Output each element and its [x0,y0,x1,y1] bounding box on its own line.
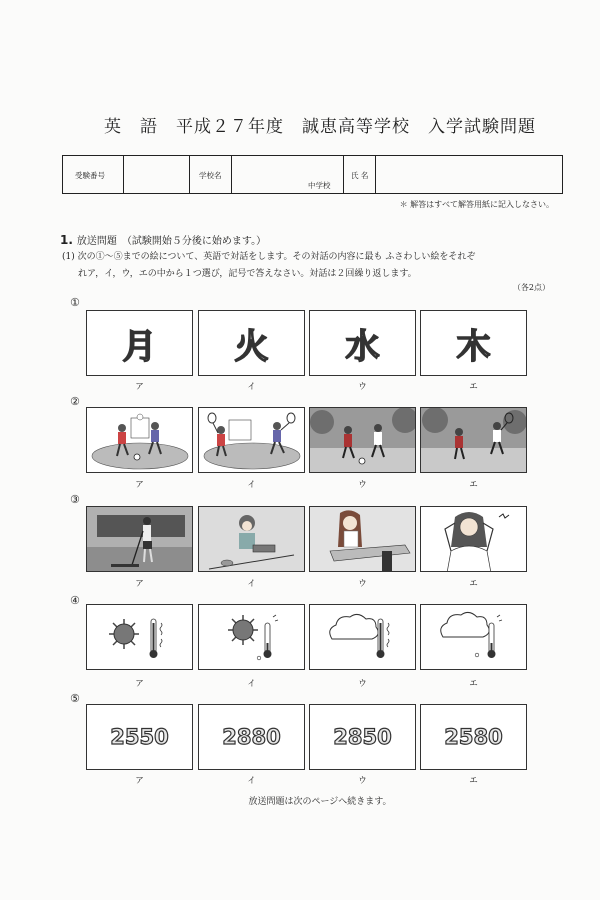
picture-1-a [86,310,193,376]
choice-u: ウ [358,480,367,490]
school-suffix: 中学校 [308,181,331,190]
sun-and-thermometer-icon [86,604,193,670]
kanji-tree: 木 [456,326,491,367]
picture-5-u [309,704,416,770]
choice-e: エ [469,382,478,392]
instruction-line-2: れア，イ，ウ，エの中から１つ選び，記号で答えなさい。対話は２回繰り返します。 [78,269,417,279]
exam-title: 英 語 平成２７年度 誠恵高等学校 入学試験問題 [104,117,536,137]
choice-u: ウ [358,579,367,589]
item-marker-5: ⑤ [70,692,80,705]
question-heading [60,232,266,247]
kanji-moon: 月 [122,326,157,367]
number-2550: 2550 [110,725,169,749]
sun-and-cold-thermometer-icon [198,604,305,670]
cloud-and-thermometer-icon [309,604,416,670]
school-label: 学校名 [199,171,222,180]
choice-a: ア [135,679,144,689]
picture-5-e [420,704,527,770]
student-info-table [62,155,563,194]
girl-cooking-icon [198,506,305,572]
choice-i: イ [247,776,256,786]
name-field[interactable] [375,156,561,193]
choice-i: イ [247,679,256,689]
school-field[interactable] [231,156,343,193]
number-2580: 2580 [444,725,503,749]
question-heading-text: 放送問題 （試験開始５分後に始めます。） [76,236,267,247]
exam-number-label: 受験番号 [75,171,105,180]
item-marker-3: ③ [70,493,80,506]
instruction-line-1: (1) 次の①～⑤までの絵について、英語で対話をします。その対話の内容に最も ふさわしい絵をそれぞ [62,252,476,262]
question-number: 1. [60,233,73,247]
item-marker-1: ① [70,296,80,309]
girl-studying-icon [309,506,416,572]
choice-e: エ [469,579,478,589]
boys-playing-soccer-in-park-icon [309,407,416,473]
choice-e: エ [469,679,478,689]
picture-1-i [198,310,305,376]
choice-u: ウ [358,382,367,392]
choice-a: ア [135,382,144,392]
boys-playing-tennis-in-park-icon [420,407,527,473]
choice-a: ア [135,480,144,490]
choice-a: ア [135,579,144,589]
choice-e: エ [469,480,478,490]
picture-5-a [86,704,193,770]
footer-note: 放送問題は次のページへ続きます。 [248,797,392,807]
girl-mopping-floor-icon [86,506,193,572]
number-2880: 2880 [222,725,281,749]
item-marker-2: ② [70,395,80,408]
choice-i: イ [247,579,256,589]
answer-note: ＊ 解答はすべて解答用紙に記入しなさい。 [399,200,554,209]
number-2850: 2850 [333,725,392,749]
kanji-fire: 火 [234,326,269,367]
picture-1-e [420,310,527,376]
picture-5-i [198,704,305,770]
boys-playing-soccer-icon [86,407,193,473]
girl-with-headache-icon [420,506,527,572]
choice-u: ウ [358,679,367,689]
choice-u: ウ [358,776,367,786]
choice-e: エ [469,776,478,786]
item-marker-4: ④ [70,594,80,607]
boys-playing-tennis-icon [198,407,305,473]
choice-a: ア [135,776,144,786]
exam-number-field[interactable] [123,156,189,193]
name-label: 氏 名 [351,171,369,180]
choice-i: イ [247,382,256,392]
choice-i: イ [247,480,256,490]
cloud-and-cold-thermometer-icon [420,604,527,670]
kanji-water: 水 [345,326,380,367]
picture-1-u [309,310,416,376]
points-note: （各2点） [512,283,550,292]
